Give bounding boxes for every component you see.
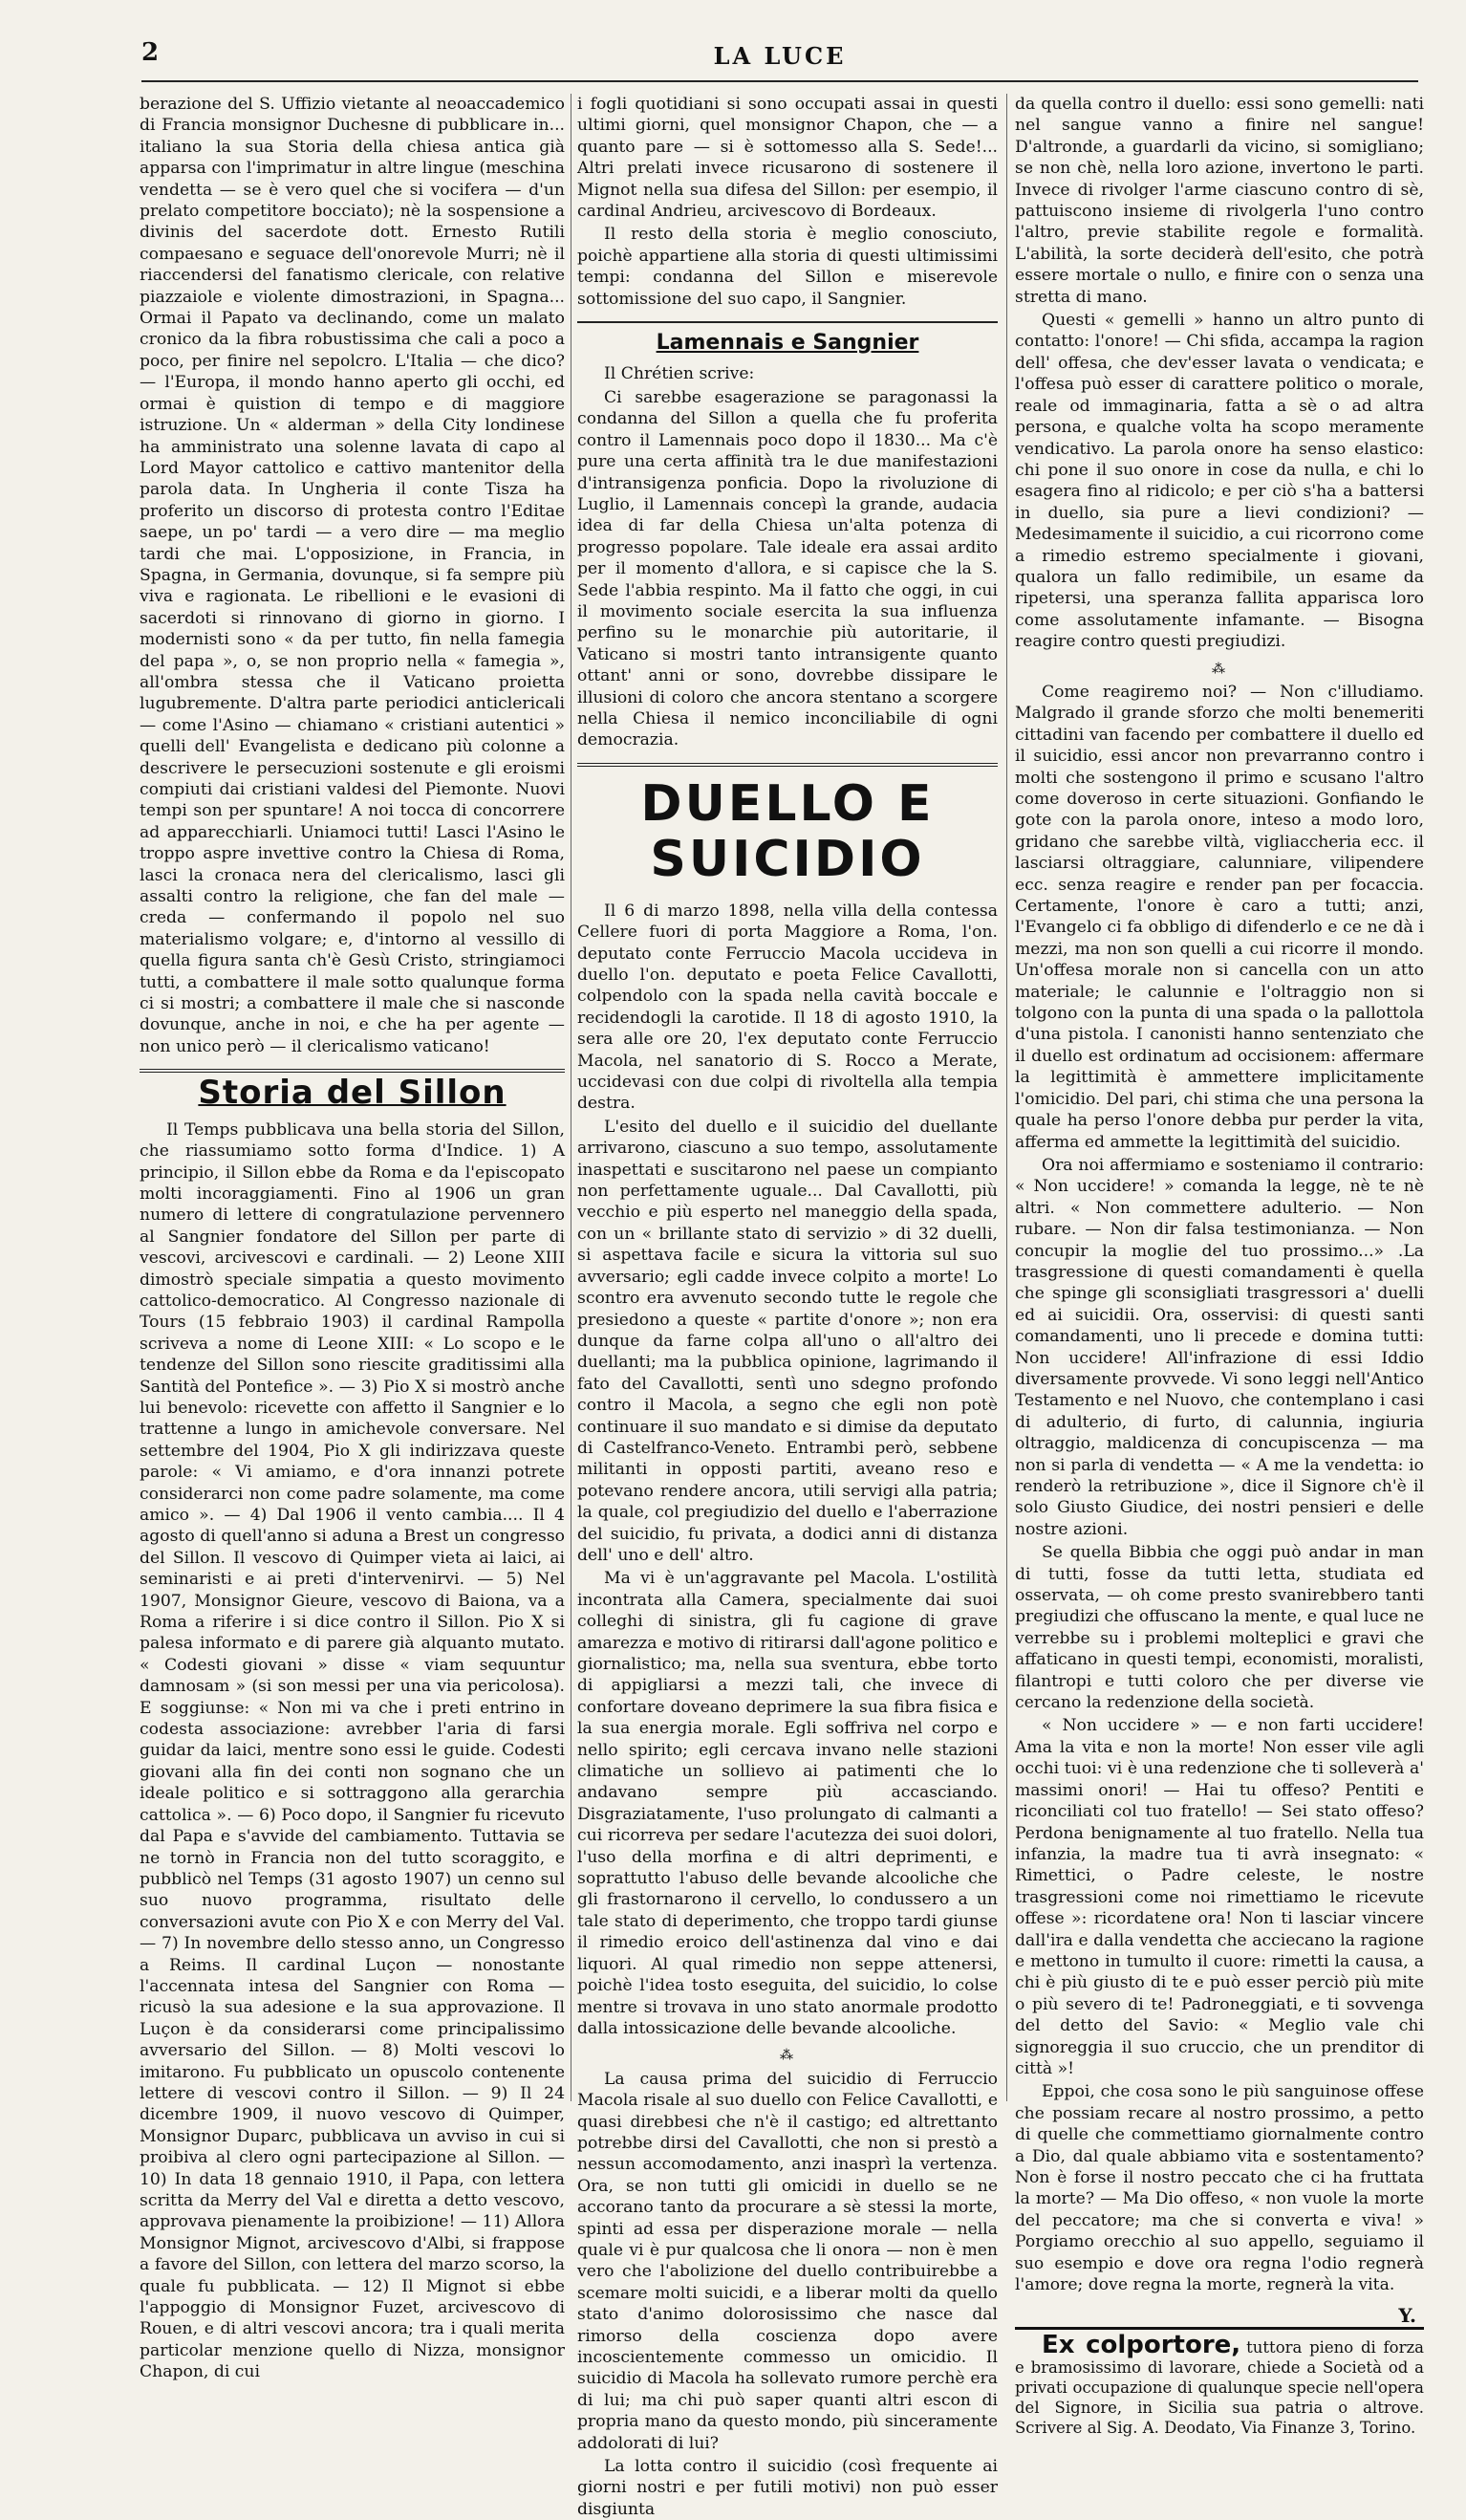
section-rule [140,1069,565,1073]
article-paragraph: Ma vi è un'aggravante pel Macola. L'ostilità incontrata alla Camera, specialmente dai suoi colleghi di sinistra, gli fu cagione di grave amarezza e motivo di ritirarsi dall'agone politico e giornalistico; ma, nella sua sventura, ebbe torto di appigliarsi a mezzi tali, che invece di confortare doveano deprimere la sua fibra fisica e la sua energia morale. Egli soffriva nel corpo e nello spirito; egli cercava invano nelle stazioni climatiche un sollievo ai patimenti che lo andavano sempre più accasciando. Disgraziatamente, l'uso prolungato di calmanti a cui ricorreva per sedare l'acutezza dei suoi dolori, l'uso della morfina e di altri deprimenti, e soprattutto l'abuso delle bevande alcooliche che gli frastornarono il cervello, lo condussero a un tale stato di deperimento, che troppo tardi giunse il rimedio eroico dell'astinenza dal vino e dai liquori. Al qual rimedio non seppe attenersi, poichè l'idea tosto eseguita, del suicidio, lo colse mentre si trovava in uno stato anormale prodotto dalla intossicazione delle bevande alcooliche. [577,1569,998,2038]
article-paragraph: Eppoi, che cosa sono le più sanguinose offese che possiam recare al nostro prossimo, a petto di quelle che commettiamo giornalmente contro a Dio, dal quale abbiamo vita e sostentamento? Non è forse il nostro peccato che ci ha fruttata la morte? — Ma Dio offeso, « non vuole la morte del peccatore; ma che si converta e viva! » Porgiamo orecchio al suo appello, seguiamo il suo esempio e dove ora regna l'odio regnerà l'amore; dove regna la morte, regnerà la vita. [1015,2082,1424,2295]
article-paragraph: Se quella Bibbia che oggi può andar in man di tutti, fosse da tutti letta, studiata ed osservata, — oh come presto svanirebbero tanti pregiudizi che offuscano la mente, e qual luce ne verrebbe su i problemi molteplici e gravi che affaticano in questi tempi, economisti, moralisti, filantropi e tutti coloro che per diverse vie cercano la redenzione della società. [1015,1543,1424,1713]
article-paragraph: Come reagiremo noi? — Non c'illudiamo. Malgrado il grande sforzo che molti benemeriti cittadini van facendo per combattere il duello ed il suicidio, essi ancor non prevarranno contro i molti che sostengono il primo e scusano l'altro come doveroso in certe situazioni. Gonfiando le gote con la parola onore, inteso a modo loro, gridano che sarebbe viltà, vigliaccheria ecc. il lasciarsi oltraggiare, calunniare, vilipendere ecc. senza reagire e render pan per focaccia. Certamente, l'onore è caro a tutti; anzi, l'Evangelo ci fa obbligo di difenderlo e ce ne dà i mezzi, ma non son quelli a cui ricorre il mondo. Un'offesa morale non si cancella con un atto materiale; le calunnie e l'oltraggio non si tolgono con la punta di una spada o la pallottola d'una pistola. I canonisti hanno sentenziato che il duello est ordinatum ad occisionem: affermare la legittimità è ammettere implicitamente l'omicidio. Del pari, chi stima che una persona la quale ha perso l'onore debba pur perder la vita, afferma ed ammette la legittimità del suicidio. [1015,682,1424,1152]
heading-duello-e-suicidio: DUELLO E SUICIDIO [640,774,935,888]
author-signature: Y. [1398,2304,1416,2328]
article-paragraph: Il Temps pubblicava una bella storia del Sillon, che riassumiamo sotto forma d'Indice. 1) A principio, il Sillon ebbe da Roma e da l'episcopato molti incoraggiamenti. Fino al 1906 un gran numero di lettere di congratulazione pervennero al Sangnier fondatore del Sillon per parte di vescovi, arcivescovi e cardinali. — 2) Leone XIII dimostrò speciale simpatia a questo movimento cattolico-democratico. Al Congresso nazionale di Tours (15 febbraio 1903) il cardinal Rampolla scriveva a nome di Leone XIII: « Lo scopo e le tendenze del Sillon sono riescite graditissimi alla Santità del Pontefice ». — 3) Pio X si mostrò anche lui benevolo: ricevette con affetto il Sangnier e lo trattenne a lungo in amichevole conversare. Nel settembre del 1904, Pio X gli indirizzava queste parole: « Vi amiamo, e d'ora innanzi potrete considerarci non come padre solamente, ma come amico ». — 4) Dal 1906 il vento cambia.... Il 4 agosto di quell'anno si aduna a Brest un congresso del Sillon. Il vescovo di Quimper vieta ai laici, ai seminaristi e ai preti d'intervenirvi. — 5) Nel 1907, Monsignor Gieure, vescovo di Baiona, va a Roma a riferire i si dice contro il Sillon. Pio X si palesa informato e di parere già alquanto mutato. « Codesti giovani » disse « viam sequuntur damnosam » (si son messi per una via pericolosa). E soggiunse: « Non mi va che i preti entrino in codesta associazione: avrebber l'aria di farsi guidar da laici, mentre sono essi le guide. Codesti giovani alla fin dei conti non sognano che un ideale politico e si sottraggono alla gerarchia cattolica ». — 6) Poco dopo, il Sangnier fu ricevuto dal Papa e s'avvide del cambiamento. Tuttavia se ne tornò in Francia non del tutto scoraggito, e pubblicò nel Temps (31 agosto 1907) un cenno sul suo nuovo programma, risultato delle conversazioni avute con Pio X e con Merry del Val. — 7) In novembre dello stesso anno, un Congresso a Reims. Il cardinal Luçon — nonostante l'accennata intesa del Sangnier con Roma — ricusò la sua adesione e la sua approvazione. Il Luçon è da considerarsi come principalissimo avversario del Sillon. — 8) Molti vescovi lo imitarono. Fu pubblicato un opuscolo contenente lettere di vescovi contro il Sillon. — 9) Il 24 dicembre 1909, il nuovo vescovo di Quimper, Monsignor Duparc, pubblicava un avviso in cui si proibiva al clero ogni partecipazione al Sillon. — 10) In data 18 gennaio 1910, il Papa, con lettera scritta da Merry del Val e diretta a detto vescovo, approvava pienamente la proibizione! — 11) Allora Monsignor Mignot, arcivescovo d'Albi, si frappose a favore del Sillon, con lettera del marzo scorso, la quale fu pubblicata. — 12) Il Mignot si ebbe l'appoggio di Monsignor Fuzet, arcivescovo di Rouen, e di altri vescovi ancora; tra i quali merita particolar menzione quello di Nizza, monsignor Chapon, di cui [140,1119,565,2382]
article-paragraph: Ora noi affermiamo e sosteniamo il contrario: « Non uccidere! » comanda la legge, nè te nè altri. « Non commettere adulterio. — Non rubare. — Non dir falsa testimonianza. — Non concupir la moglie del tuo prossimo...» .La trasgressione di questi comandamenti è quella che spinge gli sconsigliati trasgressori a' duelli ed ai suicidii. Ora, osservisi: di questi santi comandamenti, uno li precede e domina tutti: Non uccidere! All'infrazione di essi Iddio diversamente provvede. Vi sono leggi nell'Antico Testamento e nel Nuovo, che contemplano i casi di adulterio, di furto, di calunnia, ingiuria oltraggio, maldicenza di concupiscenza — ma non si parla di vendetta — « A me la vendetta: io renderò la retribuzione », dice il Signore ch'è il solo Giusto Giudice, dei nostri pensieri e delle nostre azioni. [1015,1155,1424,1539]
article-paragraph: Il Chrétien scrive: [604,364,755,384]
ad-text: tuttora pieno di forza e bramosissimo di lavorare, chiede a Società od a privati occupazione di qualunque specie nell'opera del Signore, in Sicilia sua patria o altrove. Scrivere al Sig. A. Deodato, Via Finanze 3, Torino. [1015,2337,1424,2437]
heading-lamennais-e-sangnier: Lamennais e Sangnier [656,331,919,356]
article-paragraph: Il 6 di marzo 1898, nella villa della contessa Cellere fuori di porta Maggiore a Roma, l'on. deputato conte Ferruccio Macola uccideva in duello l'on. deputato e poeta Felice Cavallotti, colpendolo con la spada nella cavità boccale e recidendogli la carotide. Il 18 di agosto 1910, la sera alle ore 20, l'ex deputato conte Ferruccio Macola, nel sanatorio di S. Rocco a Merate, uccidevasi con due colpi di rivoltella alla tempia destra. [577,901,998,1114]
article-paragraph: i fogli quotidiani si sono occupati assai in questi ultimi giorni, quel monsignor Chapon, che — a quanto pare — si è sottomesso alla S. Sede!... Altri prelati invece ricusarono di sostenere il Mignot nella sua difesa del Sillon: per esempio, il cardinal Andrieu, arcivescovo di Bordeaux. [577,95,998,222]
column-1 [140,94,565,2382]
ad-heading: Ex colportore, [1042,2330,1241,2359]
article-paragraph: Il resto della storia è meglio conosciuto, poichè appartiene alla storia di questi ultimissimi tempi: condanna del Sillon e miserevole sottomissione del suo capo, il Sangnier. [577,225,998,309]
article-paragraph: Questi « gemelli » hanno un altro punto di contatto: l'onore! — Chi sfida, accampa la ragion dell' offesa, che dev'esser lavata o vendicata; e l'offesa può esser di carattere politico o morale, reale od immaginaria, fatta a sè o ad altra persona, e qualche volta ha scopo meramente vendicativo. La parola onore ha senso elastico: chi pone il suo onore in cose da nulla, e chi lo esagera fino al ridicolo; e per ciò s'ha a battersi in duello, sia pure a lievi condizioni? — Medesimamente il suicidio, a cui ricorrono come a rimedio estremo specialmente i giovani, qualora un fallo redimibile, un esame da ripetersi, una speranza fallita apparisca loro come assolutamente infamante. — Bisogna reagire contro questi pregiudizi. [1015,311,1424,652]
column-3 [1015,94,1424,2437]
heading-storia-del-sillon: Storia del Sillon [198,1074,507,1113]
article-paragraph: L'esito del duello e il suicidio del duellante arrivarono, ciascuno a suo tempo, assolutamente inaspettati e suscitarono nel paese un compianto non perfettamente uguale... Dal Cavallotti, più vecchio e più esperto nel maneggio della spada, con un « brillante stato di servizio » di 32 duelli, si aspettava facile e sicura la vittoria sul suo avversario; egli cadde invece colpito a morte! Lo scontro era avvenuto secondo tutte le regole che presiedono a queste « partite d'onore »; non era dunque da farne colpa all'uno o all'altro dei duellanti; ma la pubblica opinione, lagrimando il fato del Cavallotti, sentì uno sdegno profondo contro il Macola, a segno che egli non potè continuare il suo mandato e si dimise da deputato di Castelfranco-Veneto. Entrambi però, sebbene militanti in opposti partiti, aveano reso e potevano rendere ancora, utili servigi alla patria; la quale, col pregiudizio del duello e l'aberrazione del suicidio, fu privata, a dodici anni di distanza dell' uno e dell' altro. [577,1117,998,1565]
article-paragraph: da quella contro il duello: essi sono gemelli: nati nel sangue vanno a finire nel sangue! D'altronde, a guardarli da vicino, si somigliano; se non chè, nella loro azione, invertono le parti. Invece di rivolger l'arme ciascuno contro di sè, pattuiscono insieme di rivolgerla l'uno contro l'altro, previe stabilite regole e formalità. L'abilità, la sorte deciderà dell'esito, che potrà essere mortale o nullo, e finire con o senza una stretta di mano. [1015,95,1424,307]
classified-ad [1015,2327,1424,2438]
article-paragraph: berazione del S. Uffizio vietante al neoaccademico di Francia monsignor Duchesne di pubblicare in... italiano la sua Storia della chiesa antica già apparsa con l'imprimatur in altre lingue (meschina vendetta — se è vero quel che si vocifera — d'un prelato competitore bocciato); nè la sospensione a divinis del sacerdote dott. Ernesto Rutili compaesano e seguace dell'onorevole Murri; nè il riaccendersi del fanatismo clericale, con relative piazzaiole e violente dimostrazioni, in Spagna... Ormai il Papato va declinando, come un malato cronico da la fibra robustissima che cali a poco a poco, per finire nel sepolcro. L'Italia — che dico? — l'Europa, il mondo hanno aperto gli occhi, ed ormai è quistion di tempo e di maggiore istruzione. Un « alderman » della City londinese ha amministrato una solenne lavata di capo al Lord Mayor cattolico e cattivo mantenitor della parola data. In Ungheria il conte Tisza ha proferito un discorso di protesta contro l'Editae saepe, un po' tardi — a vero dire — ma meglio tardi che mai. L'opposizione, in Francia, in Spagna, in Germania, dovunque, si fa sempre più viva e ragionata. Le ribellioni e le evasioni di sacerdoti si rinnovano di giorno in giorno. I modernisti sono « da per tutto, fin nella famegia del papa », o, se non proprio nella « famegia », all'ombra stessa che il Vaticano proietta lugubremente. D'altra parte periodici anticlericali — come l'Asino — chiamano « cristiani autentici » quelli dell' Evangelista e dedicano più colonne a descrivere le persecuzioni sostenute e gli eroismi compiuti dai cristiani valdesi del Piemonte. Nuovi tempi son per spuntare! A noi tocca di concorrere ad apparecchiarli. Uniamoci tutti! Lasci l'Asino le troppo aspre invettive contro la Chiesa di Roma, lasci la cronaca nera del clericalismo, lasci gli assalti contro la religione, che fan del male — creda — confermando il popolo nel suo materialismo volgare; e, d'intorno al vessillo di quella figura santa ch'è Gesù Cristo, stringiamoci tutti, a combattere il male sotto qualunque forma ci si mostri; a combattere il male che si nasconde dovunque, anche in noi, e che ha per agente — non unico però — il clericalismo vaticano! [140,95,565,1056]
article-paragraph: La causa prima del suicidio di Ferruccio Macola risale al suo duello con Felice Cavallotti, e quasi direbbesi che n'è il castigo; ed altrettanto potrebbe dirsi del Cavallotti, che non si prestò a nessun accomodamento, anzi inasprì la vertenza. Ora, se non tutti gli omicidi in duello se ne accorano tanto da procurare a sè stessi la morte, spinti ad essa per disperazione morale — nella quale vi è pur qualcosa che li onora — non è men vero che l'abolizione del duello contribuirebbe a scemare molti suicidi, e a liberar molti da quello stato d'animo dolorosissimo che nasce dal rimorso della coscienza dopo avere incoscientemente commesso un omicidio. Il suicidio di Macola ha sollevato rumore perchè era di lui; ma chi può saper quanti altri escon di propria mano da questo mondo, più sinceramente addolorati di lui? [577,2069,998,2453]
section-rule [577,763,998,767]
article-paragraph: « Non uccidere » — e non farti uccidere! Ama la vita e non la morte! Non esser vile agli occhi tuoi: vi è una redenzione che ti solleverà a' massimi onori! — Hai tu offeso? Pentiti e riconciliati col tuo fratello! — Sei stato offeso? Perdona benignamente al tuo fratello. Nella tua infanzia, la madre tua ti avrà insegnato: « Rimettici, o Padre celeste, le nostre trasgressioni come noi rimettiamo le ricevute offese »: ricordatene ora! Non ti lasciar vincere dall'ira e dalla vendetta che acciecano la ragione e mettono in tumulto il cuore: rimetti la causa, a chi è più giusto di te e può esser perciò più mite o più severo di te! Padroneggiati, e ti sovvenga del detto del Savio: « Meglio vale chi signoreggia il suo cruccio, che un prenditor di città »! [1015,1716,1424,2078]
masthead-title: LA LUCE [713,42,847,70]
article-paragraph: Ci sarebbe esagerazione se paragonassi la condanna del Sillon a quella che fu proferita contro il Lamennais poco dopo il 1830... Ma c'è pure una certa affinità tra le due manifestazioni d'intransigenza ponficia. Dopo la rivoluzione di Luglio, il Lamennais concepì la grande, audacia idea di far della Chiesa un'alta potenza di progresso popolare. Tale ideale era assai ardito per il momento d'allora, e si capisce che la S. Sede l'abbia respinto. Ma il fatto che oggi, in cui il movimento sociale esercita la sua influenza perfino su le monarchie più autoritarie, il Vaticano si mostri tanto intransigente quanto ottant' anni or sono, dovrebbe dissipare le illusioni di coloro che ancora stentano a scorgere nella Chiesa il nemico inconciliabile di ogni democrazia. [577,387,998,750]
page-number: 2 [141,38,160,67]
section-stars: ⁂ [780,2048,795,2064]
article-paragraph: La lotta contro il suicidio (così frequente ai giorni nostri e per futili motivi) non può esser disgiunta [577,2457,998,2519]
column-2 [577,94,998,2519]
section-stars: ⁂ [1212,661,1227,677]
section-rule [577,321,998,323]
page-header [141,38,1418,82]
column-divider [1006,94,1007,2101]
